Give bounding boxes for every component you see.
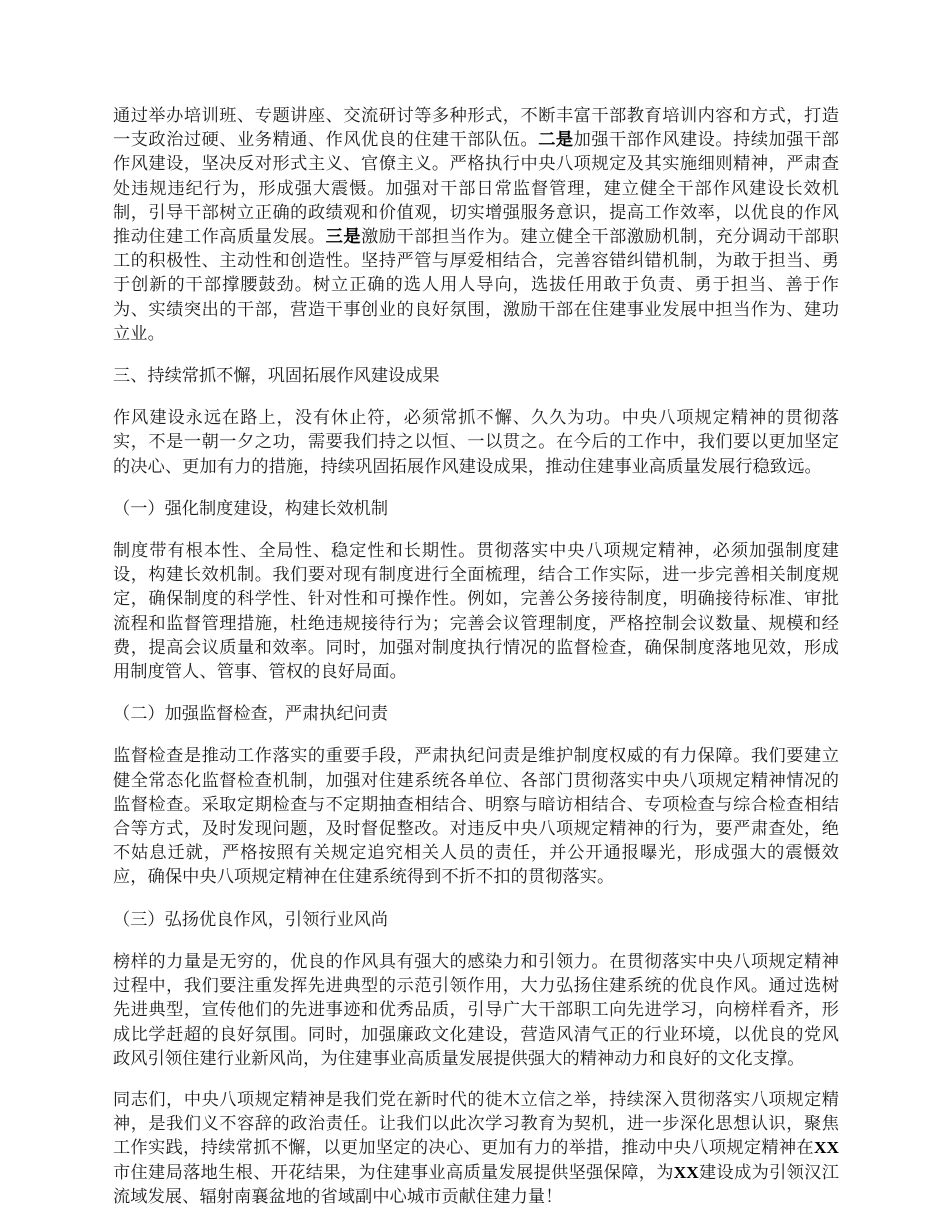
body-paragraph bbox=[113, 539, 839, 684]
section-heading bbox=[113, 908, 839, 932]
body-paragraph bbox=[113, 744, 839, 889]
text-run: 加强干部作风建设。持续加强干部作风建设，坚决反对形式主义、官僚主义。严格执行中央八项规定及其实施细则精神，严肃查处违规违纪行为，形成强大震慑。加强对干部日常监督管理，建立健全干部作风建设长效机制，引导干部树立正确的政绩观和价值观，切实增强服务意识，提高工作效率，以优良的作风推动住建工作高质量发展。 bbox=[113, 130, 839, 247]
text-run: 作风建设永远在路上，没有休止符，必须常抓不懈、久久为功。中央八项规定精神的贯彻落实，不是一朝一夕之功，需要我们持之以恒、一以贯之。在今后的工作中，我们要以更加坚定的决心、更加有力的措施，持续巩固拓展作风建设成果，推动住建事业高质量发展行稳致远。 bbox=[113, 408, 839, 476]
text-run: （二）加强监督检查，严肃执纪问责 bbox=[113, 704, 389, 724]
emphasis-run: XX bbox=[813, 1138, 839, 1158]
emphasis-run: XX bbox=[673, 1162, 699, 1182]
emphasis-run: 三是 bbox=[325, 227, 362, 247]
text-run: 监督检查是推动工作落实的重要手段，严肃执纪问责是维护制度权威的有力保障。我们要建立健全常态化监督检查机制，加强对住建系统各单位、各部门贯彻落实中央八项规定精神情况的监督检查。采取定期检查与不定期抽查相结合、明察与暗访相结合、专项检查与综合检查相结合等方式，及时发现问题，及时督促整改。对违反中央八项规定精神的行为，要严肃查处，绝不姑息迁就，严格按照有关规定追究相关人员的责任，并公开通报曝光，形成强大的震慑效应，确保中央八项规定精神在住建系统得到不折不扣的贯彻落实。 bbox=[113, 746, 839, 887]
section-heading bbox=[113, 364, 839, 388]
body-paragraph bbox=[113, 1088, 839, 1209]
text-run: 三、持续常抓不懈，巩固拓展作风建设成果 bbox=[113, 366, 440, 386]
text-run: 制度带有根本性、全局性、稳定性和长期性。贯彻落实中央八项规定精神，必须加强制度建设，构建长效机制。我们要对现有制度进行全面梳理，结合工作实际，进一步完善相关制度规定，确保制度的科学性、针对性和可操作性。例如，完善公务接待制度，明确接待标准、审批流程和监督管理措施，杜绝违规接待行为；完善会议管理制度，严格控制会议数量、规模和经费，提高会议质量和效率。同时，加强对制度执行情况的监督检查，确保制度落地见效，形成用制度管人、管事、管权的良好局面。 bbox=[113, 541, 839, 682]
text-run: （一）强化制度建设，构建长效机制 bbox=[113, 498, 389, 518]
document-body bbox=[113, 104, 839, 1209]
body-paragraph bbox=[113, 950, 839, 1071]
text-run: 市住建局落地生根、开花结果，为住建事业高质量发展提供坚强保障，为 bbox=[113, 1162, 674, 1182]
text-run: 激励干部担当作为。建立健全干部激励机制，充分调动干部职工的积极性、主动性和创造性。坚持严管与厚爱相结合，完善容错纠错机制，为敢于担当、勇于创新的干部撑腰鼓劲。树立正确的选人用人导向，选拔任用敢于负责、勇于担当、善于作为、实绩突出的干部，营造干事创业的良好氛围，激励干部在住建事业发展中担当作为、建功立业。 bbox=[113, 227, 840, 343]
text-run: 同志们，中央八项规定精神是我们党在新时代的徙木立信之举，持续深入贯彻落实八项规定精神，是我们义不容辞的政治责任。让我们以此次学习教育为契机，进一步深化思想认识，聚焦工作实践，持续常抓不懈，以更加坚定的决心、更加有力的举措，推动中央八项规定精神在 bbox=[113, 1089, 839, 1158]
body-paragraph bbox=[113, 104, 839, 346]
section-heading bbox=[113, 497, 839, 521]
emphasis-run: 二是 bbox=[538, 130, 574, 150]
text-run: 通过举办培训班、专题讲座、交流研讨等多种形式，不断丰富干部教育培训内容和方式，打造一支政治过硬、业务精通、作风优良的住建干部队伍。 bbox=[113, 106, 839, 150]
text-run: 榜样的力量是无穷的，优良的作风具有强大的感染力和引领力。在贯彻落实中央八项规定精神过程中，我们要注重发挥先进典型的示范引领作用，大力弘扬住建系统的优良作风。通过选树先进典型，宣传他们的先进事迹和优秀品质，引导广大干部职工向先进学习，向榜样看齐，形成比学赶超的良好氛围。同时，加强廉政文化建设，营造风清气正的行业环境，以优良的党风政风引领住建行业新风尚，为住建事业高质量发展提供强大的精神动力和良好的文化支撑。 bbox=[113, 951, 839, 1068]
section-heading bbox=[113, 702, 839, 726]
text-run: 建设成为引领汉江流域发展、辐射南襄盆地的省域副中心城市贡献住建力量！ bbox=[113, 1162, 839, 1206]
body-paragraph bbox=[113, 406, 839, 479]
text-run: （三）弘扬优良作风，引领行业风尚 bbox=[113, 909, 389, 929]
